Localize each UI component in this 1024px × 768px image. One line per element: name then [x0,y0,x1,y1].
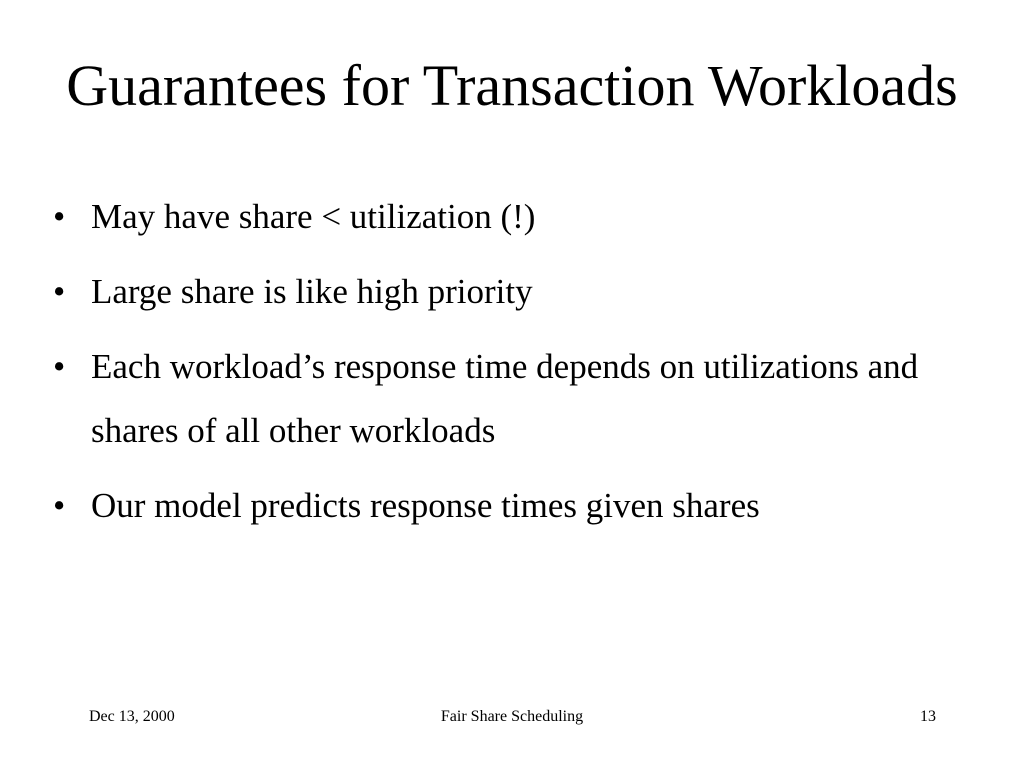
footer-date: Dec 13, 2000 [89,708,175,725]
bullet-text: Large share is like high priority [91,272,533,311]
bullet-item [53,335,993,463]
bullet-item [53,260,993,324]
footer-title: Fair Share Scheduling [440,708,584,725]
bullet-item [53,474,993,538]
bullet-icon: • [53,197,66,236]
bullet-list [53,185,993,549]
page-number: 13 [920,708,936,725]
bullet-text: Our model predicts response times given shares [91,486,760,525]
bullet-text: Each workload’s response time depends on utilizations and shares of all other workloads [91,347,919,450]
slide-title: Guarantees for Transaction Workloads [66,53,958,118]
bullet-icon: • [53,347,66,386]
bullet-text: May have share < utilization (!) [91,197,536,236]
bullet-icon: • [53,486,66,525]
bullet-item [53,185,993,249]
bullet-icon: • [53,272,66,311]
